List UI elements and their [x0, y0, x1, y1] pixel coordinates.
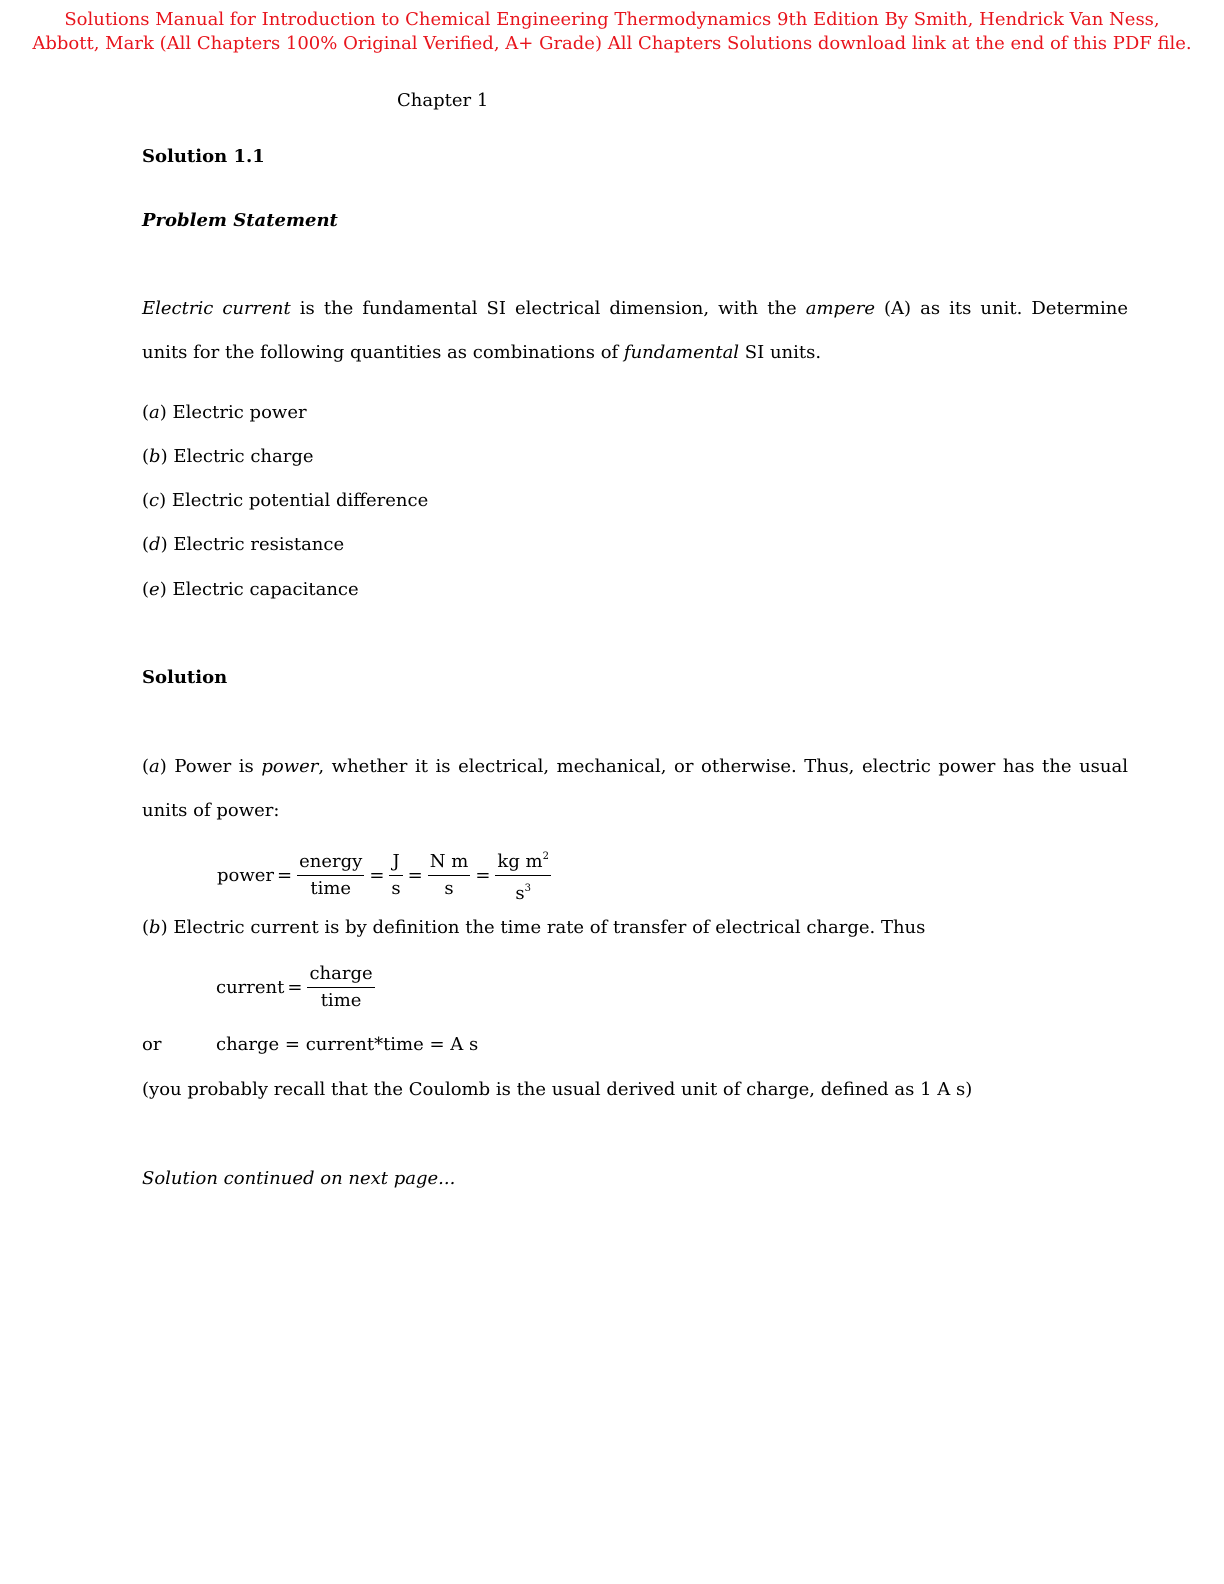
fraction-numerator: energy [297, 849, 364, 876]
list-item-a: (a) Electric power [142, 402, 307, 423]
equals-sign: = [475, 865, 491, 886]
item-text: Electric resistance [167, 534, 345, 555]
denominator-exponent: 3 [524, 883, 532, 894]
part-a-text-2: , whether it is electrical, mechanical, or otherwise. Thus, electric power has the usual units of power: [142, 756, 1128, 821]
fraction-denominator: time [310, 878, 352, 899]
continued-note: Solution continued on next page... [142, 1168, 456, 1189]
solution-heading: Solution 1.1 [142, 146, 265, 167]
item-letter: e [149, 579, 160, 600]
part-b-letter: b [149, 917, 161, 938]
item-text: Electric capacitance [166, 579, 359, 600]
problem-em-ampere: ampere [805, 298, 875, 319]
fraction-numerator [495, 844, 551, 876]
current-equation [216, 961, 377, 1014]
fraction-numerator: charge [307, 961, 374, 988]
part-b-text: (b) Electric current is by definition the time rate of transfer of electrical charge. Thus [142, 917, 926, 938]
chapter-title: Chapter 1 [397, 90, 489, 111]
fraction-nm-s [428, 849, 471, 902]
fraction-j-s [389, 849, 402, 902]
fraction-numerator: N m [428, 849, 471, 876]
part-b-text-body: Electric current is by definition the time rate of transfer of electrical charge. Thus [167, 917, 926, 938]
coulomb-note: (you probably recall that the Coulomb is the usual derived unit of charge, defined as 1 A s) [142, 1079, 973, 1100]
item-letter: d [149, 534, 161, 555]
fraction-energy-time [297, 849, 364, 902]
problem-text-1: is the fundamental SI electrical dimension, with the [290, 298, 806, 319]
item-text: Electric power [166, 402, 307, 423]
fraction-denominator: s [444, 878, 454, 899]
list-item-d: (d) Electric resistance [142, 534, 345, 555]
power-equation [217, 844, 553, 907]
eq-power-lhs: power [217, 865, 275, 886]
problem-text-2: (A) as its unit. Determine units for the following quantities as combinations of [142, 298, 1128, 363]
item-letter: b [149, 446, 161, 467]
denominator-base: s [515, 883, 525, 904]
part-a-text: (a) Power is power, whether it is electrical, mechanical, or otherwise. Thus, electric power has the usual units of power: [142, 756, 1128, 821]
problem-statement [142, 287, 1128, 375]
item-text: Electric charge [167, 446, 314, 467]
item-letter: c [149, 490, 160, 511]
list-item-c: (c) Electric potential difference [142, 490, 429, 511]
part-a-letter: a [149, 756, 160, 777]
or-label: or [142, 1034, 162, 1055]
fraction-denominator [495, 876, 551, 907]
fraction-kgm2-s3 [495, 844, 551, 907]
part-a-text-1: Power is [166, 756, 262, 777]
numerator-base: kg m [497, 851, 543, 872]
problem-text-3: SI units. [739, 342, 822, 363]
item-text: Electric potential difference [166, 490, 429, 511]
list-item-e: (e) Electric capacitance [142, 579, 359, 600]
download-banner[interactable]: Solutions Manual for Introduction to Chemical Engineering Thermodynamics 9th Edition By Smith, Hendrick Van Ness, Abbott, Mark (All Chapters 100% Original Verified, A+ Grade) All Chapters Solutions download link at the end of this PDF file. [32, 9, 1192, 54]
fraction-numerator: J [389, 849, 402, 876]
fraction-denominator: s [391, 878, 401, 899]
fraction-denominator: time [320, 990, 362, 1011]
equals-sign: = [287, 977, 303, 998]
problem-heading: Problem Statement [142, 210, 338, 231]
list-item-b: (b) Electric charge [142, 446, 314, 467]
part-a-em: power [261, 756, 319, 777]
eq-current-lhs: current [216, 977, 285, 998]
charge-equation: charge = current*time = A s [216, 1034, 479, 1055]
numerator-exponent: 2 [542, 851, 550, 862]
problem-em-current: Electric current [142, 298, 291, 319]
item-letter: a [149, 402, 160, 423]
solution-label: Solution [142, 667, 228, 688]
equals-sign: = [407, 865, 423, 886]
equals-sign: = [277, 865, 293, 886]
fraction-charge-time [307, 961, 374, 1014]
equals-sign: = [369, 865, 385, 886]
problem-em-fundamental: fundamental [623, 342, 740, 363]
